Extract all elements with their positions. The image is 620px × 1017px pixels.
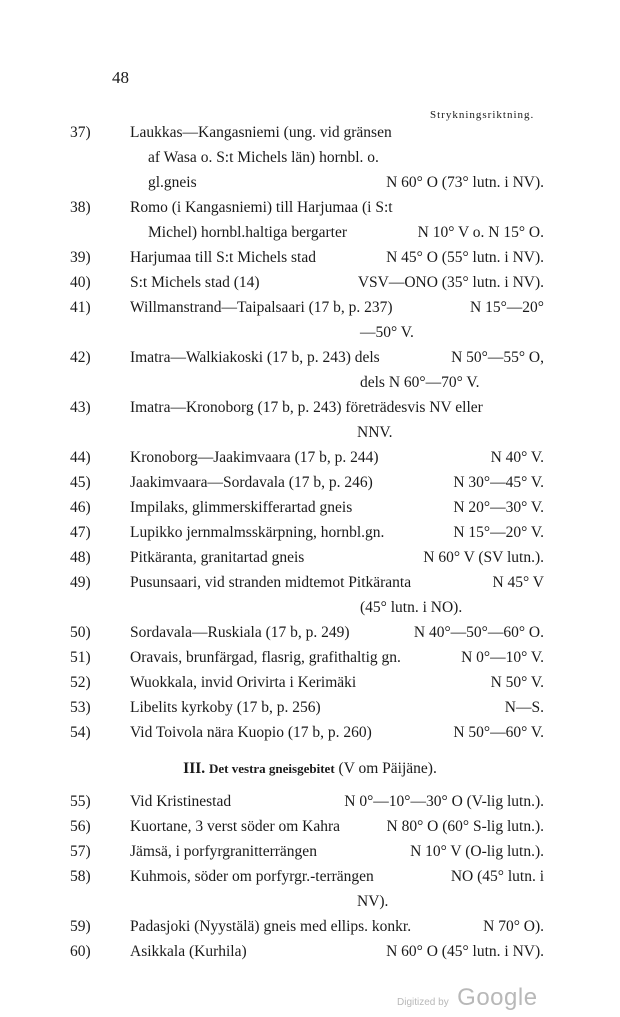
entry-text: Sordavala—Ruskiala (17 b, p. 249) [130,624,350,641]
entry-strike: N 15°—20° V. [453,524,544,541]
entry-strike: N 10° V (O-lig lutn.). [410,843,544,860]
entry-strike: N 60° O (45° lutn. i NV). [386,943,544,960]
entry-text: Impilaks, glimmerskifferartad gneis [130,499,353,516]
entry-text: Pitkäranta, granitartad gneis [130,549,305,566]
entry-number: 56) [70,818,91,835]
entry-number: 60) [70,943,91,960]
entry-number: 51) [70,649,91,666]
entry-number: 44) [70,449,91,466]
google-watermark [397,984,538,1012]
section-roman: III. [183,760,206,777]
entry-strike: N 60° O (73° lutn. i NV). [386,174,544,191]
list-item [0,346,620,370]
entry-text: Willmanstrand—Taipalsaari (17 b, p. 237) [130,299,393,316]
entry-number: 54) [70,724,91,741]
entry-number: 46) [70,499,91,516]
entry-text: S:t Michels stad (14) [130,274,260,291]
entry-strike: N 45° O (55° lutn. i NV). [386,249,544,266]
entry-text: Laukkas—Kangasniemi (ung. vid gränsen [130,124,392,141]
list-item [0,446,620,470]
list-item [0,646,620,670]
list-item [0,421,620,445]
entry-number: 57) [70,843,91,860]
entry-strike: —50° V. [360,324,414,341]
entry-number: 52) [70,674,91,691]
entry-strike: NO (45° lutn. i [450,868,544,885]
entry-number: 58) [70,868,91,885]
entry-strike: N 50° V. [490,674,544,691]
list-item [0,521,620,545]
section-title: Det vestra gneisgebitet [209,761,335,776]
entry-strike: N 45° V [492,574,544,591]
entry-number: 38) [70,199,91,216]
list-item [0,865,620,889]
page-number: 48 [112,68,129,87]
entry-strike: N 0°—10°—30° O (V-lig lutn.). [344,793,544,810]
section-suffix: (V om Päijäne). [338,760,437,777]
entry-strike: NV). [357,893,389,910]
entry-strike: NNV. [357,424,393,441]
entry-strike: N 0°—10° V. [461,649,544,666]
list-item [0,171,620,195]
list-item [0,790,620,814]
entry-number: 48) [70,549,91,566]
list-item [0,246,620,270]
entry-number: 37) [70,124,91,141]
entry-number: 50) [70,624,91,641]
entry-text: Jaakimvaara—Sordavala (17 b, p. 246) [130,474,373,491]
entry-text: Pusunsaari, vid stranden midtemot Pitkäranta [130,574,412,591]
entry-strike: N 60° V (SV lutn.). [423,549,544,566]
list-item [0,371,620,395]
entry-number: 53) [70,699,91,716]
entry-text: Asikkala (Kurhila) [130,943,247,960]
entry-text: Kuhmois, söder om porfyrgr.-terrängen [130,868,374,885]
list-item [0,890,620,914]
entry-text: Imatra—Kronoborg (17 b, p. 243) företrädesvis NV eller [130,399,483,416]
list-item [0,396,620,420]
list-item [0,671,620,695]
entry-text: Padasjoki (Nyystälä) gneis med ellips. konkr. [130,918,412,935]
entry-strike: N 20°—30° V. [453,499,544,516]
watermark-small: Digitized by [397,997,449,1008]
entry-text: Michel) hornbl.haltiga bergarter [148,224,347,241]
entry-strike: N 70° O). [483,918,544,935]
entry-number: 41) [70,299,91,316]
entry-strike: N 30°—45° V. [453,474,544,491]
list-item [0,546,620,570]
list-item [0,471,620,495]
entry-number: 55) [70,793,91,810]
entry-strike: VSV—ONO (35° lutn. i NV). [357,274,544,291]
entry-text: Wuokkala, invid Orivirta i Kerimäki [130,674,357,691]
list-item [0,121,620,145]
entry-number: 59) [70,918,91,935]
entry-text: Kronoborg—Jaakimvaara (17 b, p. 244) [130,449,379,466]
entry-strike: N 50°—55° O, [451,349,544,366]
list-item [0,940,620,964]
entry-number: 43) [70,399,91,416]
entry-number: 45) [70,474,91,491]
list-item [0,146,620,170]
entry-text: Lupikko jernmalmsskärpning, hornbl.gn. [130,524,385,541]
entry-number: 47) [70,524,91,541]
entry-strike: N 10° V o. N 15° O. [417,224,544,241]
entry-strike: N 15°—20° [470,299,544,316]
section-heading [0,760,620,778]
list-item [0,596,620,620]
entry-text: Romo (i Kangasniemi) till Harjumaa (i S:t [130,199,393,216]
entry-text: Imatra—Walkiakoski (17 b, p. 243) dels [130,349,380,366]
entry-strike: N 40°—50°—60° O. [413,624,544,641]
list-item [0,571,620,595]
list-item [0,621,620,645]
list-item [0,721,620,745]
entry-number: 39) [70,249,91,266]
list-item [0,196,620,220]
entry-text: Harjumaa till S:t Michels stad [130,249,316,266]
list-item [0,815,620,839]
list-item [0,296,620,320]
list-item [0,271,620,295]
entry-number: 40) [70,274,91,291]
entry-strike: N 50°—60° V. [453,724,544,741]
entry-strike: N—S. [504,699,544,716]
entry-text: Oravais, brunfärgad, flasrig, grafithaltig gn. [130,649,401,666]
entry-text: Jämsä, i porfyrgranitterrängen [130,843,317,860]
list-item [0,696,620,720]
list-item [0,221,620,245]
column-header: Strykningsriktning. [430,109,535,121]
entry-text: Libelits kyrkoby (17 b, p. 256) [130,699,321,716]
list-item [0,915,620,939]
list-item [0,321,620,345]
entry-text: Vid Toivola nära Kuopio (17 b, p. 260) [130,724,372,741]
entry-strike: dels N 60°—70° V. [360,374,480,391]
list-item [0,840,620,864]
entry-number: 42) [70,349,91,366]
entry-strike: N 80° O (60° S-lig lutn.). [386,818,544,835]
entry-text: Vid Kristinestad [130,793,232,810]
entry-text: gl.gneis [148,174,197,191]
entry-number: 49) [70,574,91,591]
entry-strike: (45° lutn. i NO). [360,599,463,616]
entry-text: Kuortane, 3 verst söder om Kahra [130,818,341,835]
watermark-logo: Google [457,984,538,1011]
entry-strike: N 40° V. [490,449,544,466]
list-item [0,496,620,520]
entry-text: af Wasa o. S:t Michels län) hornbl. o. [148,149,379,166]
